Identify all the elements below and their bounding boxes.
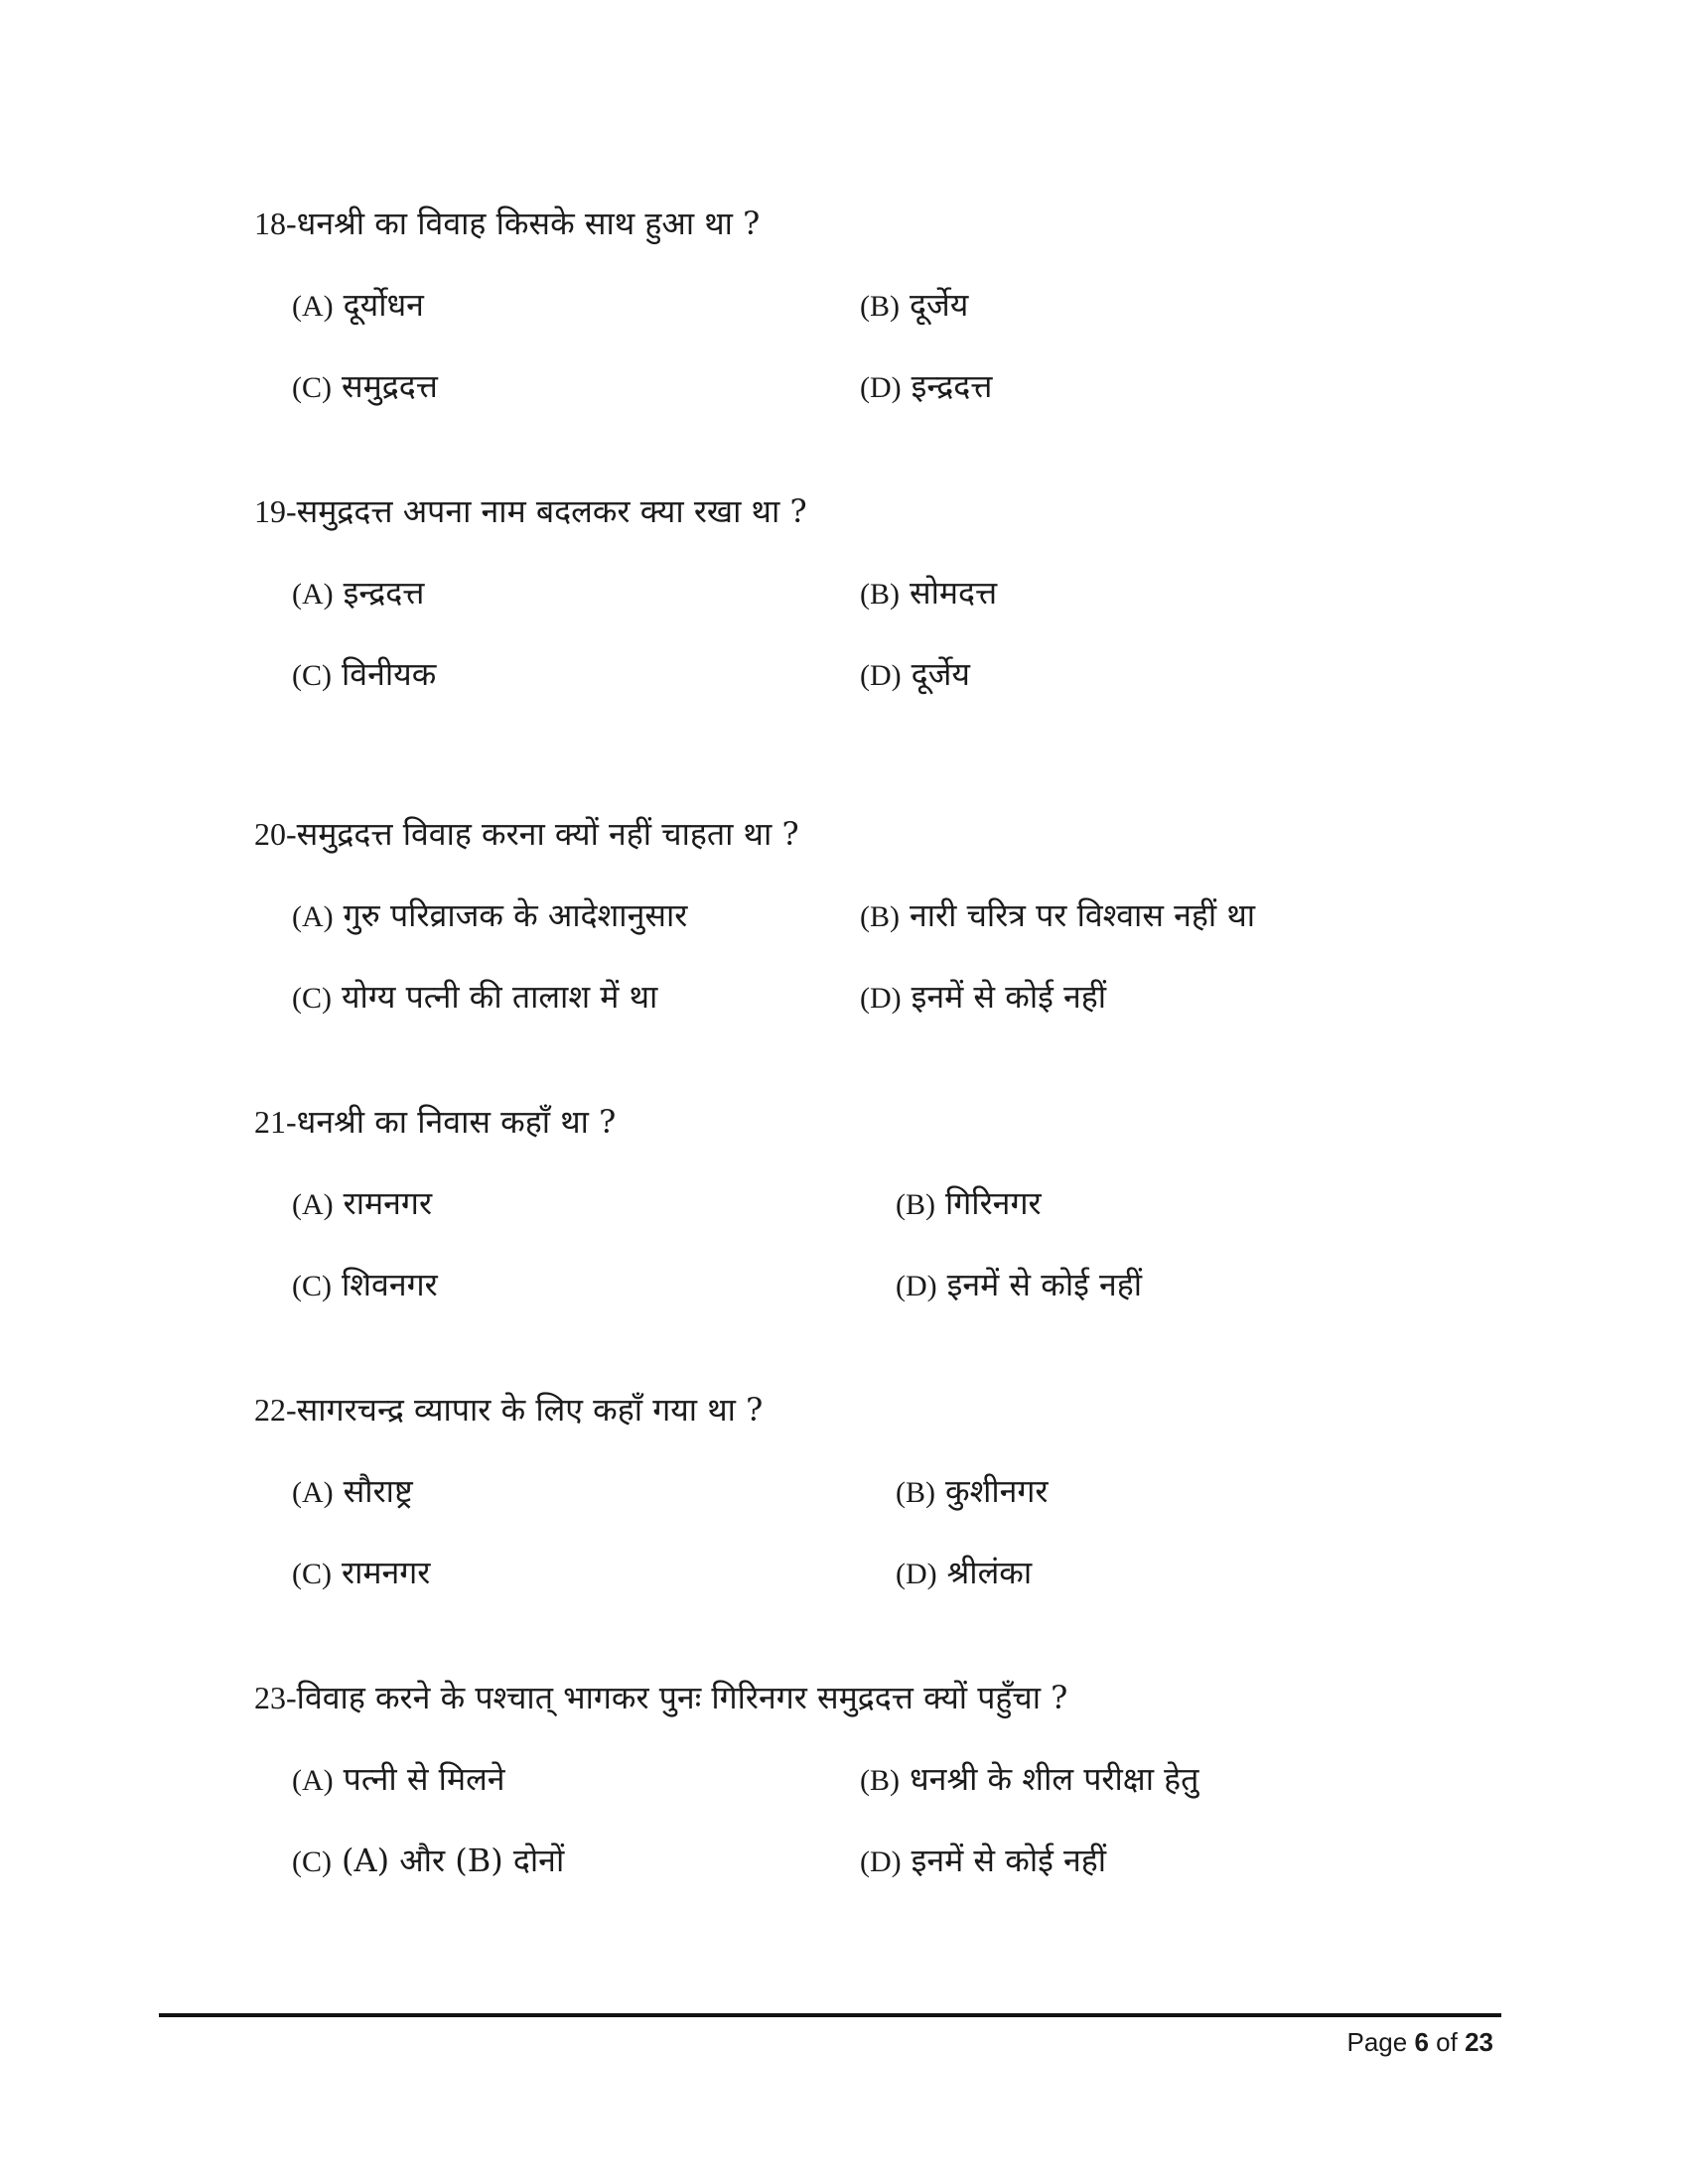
option-b <box>860 1754 1198 1806</box>
options-row <box>254 1548 1545 1597</box>
question-prompt: धनश्री का निवास कहाँ था ? <box>296 1103 617 1141</box>
option-key: (C) <box>292 659 332 692</box>
option-text: इन्द्रदत्त <box>911 367 993 405</box>
option-key: (A) <box>292 578 334 611</box>
option-key: (D) <box>896 1270 937 1302</box>
option-key: (B) <box>860 290 900 323</box>
option-text: योग्य पत्नी की तालाश में था <box>342 978 658 1016</box>
page-word: Page <box>1346 2027 1408 2057</box>
option-a <box>292 1466 413 1518</box>
option-text: (A) और (B) दोनों <box>342 1842 565 1879</box>
option-c <box>292 972 657 1024</box>
option-key: (A) <box>292 900 334 933</box>
option-text: धनश्री के शील परीक्षा हेतु <box>910 1760 1199 1798</box>
option-text: सौराष्ट्र <box>343 1472 413 1510</box>
total-pages: 23 <box>1465 2027 1493 2057</box>
option-c <box>292 1548 430 1599</box>
of-word: of <box>1436 2027 1458 2057</box>
question-number: 18- <box>254 205 297 241</box>
option-key: (B) <box>860 1764 900 1797</box>
option-text: दूर्योधन <box>343 286 424 324</box>
question-text <box>254 1673 1545 1722</box>
question-18 <box>254 199 1545 411</box>
question-22 <box>254 1385 1545 1597</box>
option-text: कुशीनगर <box>945 1472 1049 1510</box>
question-19 <box>254 486 1545 699</box>
option-text: पत्नी से मिलने <box>343 1760 505 1798</box>
option-a <box>292 1754 505 1806</box>
question-number: 23- <box>254 1680 297 1715</box>
options-row <box>254 890 1545 940</box>
option-key: (D) <box>896 1558 937 1590</box>
options-row <box>254 1260 1545 1309</box>
options-row <box>254 280 1545 330</box>
option-text: इनमें से कोई नहीं <box>946 1266 1143 1303</box>
option-c <box>292 1260 438 1311</box>
option-text: इनमें से कोई नहीं <box>911 978 1107 1016</box>
page-number <box>1346 2017 1493 2067</box>
option-text: दूर्जेय <box>910 286 969 324</box>
option-d <box>896 1260 1142 1311</box>
option-key: (B) <box>896 1188 935 1221</box>
option-text: गिरिनगर <box>945 1184 1042 1222</box>
options-row <box>254 568 1545 617</box>
option-key: (C) <box>292 1270 332 1302</box>
option-key: (C) <box>292 1558 332 1590</box>
question-prompt: समुद्रदत्त विवाह करना क्यों नहीं चाहता था ? <box>296 815 799 853</box>
options-row <box>254 1466 1545 1516</box>
option-d <box>896 1548 1032 1599</box>
option-d <box>860 1836 1106 1887</box>
option-b <box>860 890 1255 942</box>
option-key: (A) <box>292 1764 334 1797</box>
question-20 <box>254 809 1545 1022</box>
options-row <box>254 649 1545 699</box>
option-b <box>896 1178 1042 1230</box>
question-number: 20- <box>254 816 297 852</box>
option-b <box>896 1466 1049 1518</box>
option-key: (B) <box>896 1476 935 1509</box>
option-text: गुरु परिव्राजक के आदेशानुसार <box>343 896 688 934</box>
option-a <box>292 568 424 619</box>
option-key: (B) <box>860 900 900 933</box>
option-key: (D) <box>860 371 902 404</box>
question-number: 21- <box>254 1104 297 1140</box>
option-text: इनमें से कोई नहीं <box>911 1842 1107 1879</box>
question-prompt: सागरचन्द्र व्यापार के लिए कहाँ गया था ? <box>296 1391 764 1429</box>
question-prompt: धनश्री का विवाह किसके साथ हुआ था ? <box>296 205 761 242</box>
question-text <box>254 1385 1545 1434</box>
option-key: (C) <box>292 1845 332 1878</box>
option-text: शिवनगर <box>342 1266 438 1303</box>
option-key: (D) <box>860 982 902 1015</box>
options-row <box>254 972 1545 1022</box>
option-key: (A) <box>292 1188 334 1221</box>
option-c <box>292 1836 564 1887</box>
option-a <box>292 1178 432 1230</box>
options-row <box>254 1836 1545 1885</box>
options-row <box>254 361 1545 411</box>
option-d <box>860 649 970 701</box>
option-a <box>292 890 687 942</box>
option-text: इन्द्रदत्त <box>343 574 425 612</box>
question-number: 22- <box>254 1392 297 1428</box>
option-key: (A) <box>292 290 334 323</box>
question-number: 19- <box>254 493 297 529</box>
option-text: श्रीलंका <box>946 1554 1033 1591</box>
question-prompt: समुद्रदत्त अपना नाम बदलकर क्या रखा था ? <box>296 492 807 530</box>
question-prompt: विवाह करने के पश्चात् भागकर पुनः गिरिनगर समुद्रदत्त क्यों पहुँचा ? <box>296 1679 1068 1716</box>
option-c <box>292 649 436 701</box>
current-page: 6 <box>1414 2027 1429 2057</box>
option-text: समुद्रदत्त <box>342 367 438 405</box>
option-text: दूर्जेय <box>911 655 970 693</box>
option-key: (D) <box>860 1845 902 1878</box>
option-d <box>860 361 992 413</box>
option-text: सोमदत्त <box>910 574 998 612</box>
option-c <box>292 361 438 413</box>
option-d <box>860 972 1106 1024</box>
option-key: (B) <box>860 578 900 611</box>
question-text <box>254 199 1545 248</box>
option-text: विनीयक <box>342 655 437 693</box>
option-a <box>292 280 424 332</box>
option-text: रामनगर <box>342 1554 431 1591</box>
option-text: रामनगर <box>343 1184 433 1222</box>
option-key: (A) <box>292 1476 334 1509</box>
question-text <box>254 1097 1545 1147</box>
options-row <box>254 1754 1545 1804</box>
question-21 <box>254 1097 1545 1309</box>
option-key: (D) <box>860 659 902 692</box>
option-key: (C) <box>292 982 332 1015</box>
question-23 <box>254 1673 1545 1885</box>
question-text <box>254 809 1545 859</box>
option-b <box>860 280 968 332</box>
footer-divider <box>159 2013 1501 2017</box>
option-b <box>860 568 997 619</box>
question-text <box>254 486 1545 536</box>
option-text: नारी चरित्र पर विश्वास नहीं था <box>910 896 1256 934</box>
option-key: (C) <box>292 371 332 404</box>
options-row <box>254 1178 1545 1228</box>
